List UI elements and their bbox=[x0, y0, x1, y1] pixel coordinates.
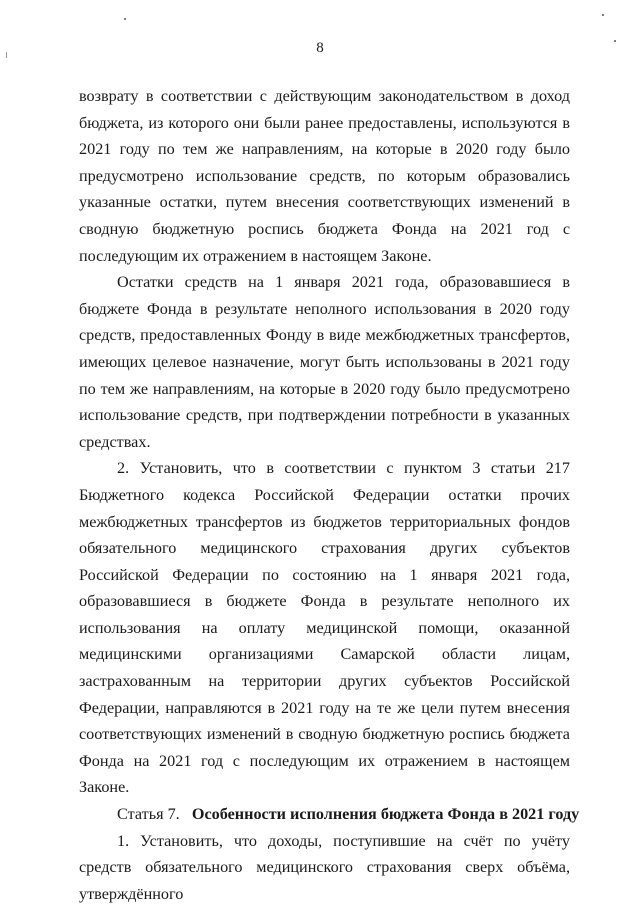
document-body bbox=[79, 83, 580, 907]
article-heading bbox=[79, 801, 580, 828]
paragraph-item-2: 2. Установить, что в соответствии с пунктом 3 статьи 217 Бюджетного кодекса Российской Федерации остатки прочих межбюджетных трансфертов из бюджетов территориальных фондов обязательного медицинского страхования других субъектов Российской Федерации по состоянию на 1 января 2021 года, образовавшиеся в бюджете Фонда в результате неполного их использования на оплату медицинской помощи, оказанной медицинскими организациями Самарской области лицам, застрахованным на территории других субъектов Российской Федерации, направляются в 2021 году на те же цели путем внесения соответствующих изменений в сводную бюджетную роспись бюджета Фонда на 2021 год с последующим их отражением в настоящем Законе. bbox=[79, 459, 570, 797]
paragraph-item-1: 1. Установить, что доходы, поступившие на счёт по учёту средств обязательного медицинского страхования сверх объёма, утверждённого bbox=[79, 831, 570, 903]
paragraph-continuation: возврату в соответствии с действующим законодательством в доход бюджета, из которого они были ранее предоставлены, используются в 2021 году по тем же направлениям, на которые в 2020 году было предусмотрено использование средств, по которым образовались указанные остатки, путем внесения соответствующих изменений в сводную бюджетную роспись бюджета Фонда на 2021 год с последующим их отражением в настоящем Законе. bbox=[79, 87, 570, 265]
article-label: Статья 7. bbox=[117, 805, 180, 824]
article-title: Особенности исполнения бюджета Фонда в 2021 году bbox=[191, 805, 580, 824]
page-number: 8 bbox=[316, 40, 324, 56]
scan-speck bbox=[124, 18, 126, 20]
scan-speck bbox=[6, 52, 7, 58]
scan-speck bbox=[602, 14, 604, 16]
scan-speck bbox=[614, 40, 616, 42]
paragraph-remaining-funds: Остатки средств на 1 января 2021 года, образовавшиеся в бюджете Фонда в результате неполного использования в 2020 году средств, предоставленных Фонду в виде межбюджетных трансфертов, имеющих целевое назначение, могут быть использованы в 2021 году по тем же направлениям, на которые в 2020 году было предусмотрено использование средств, при подтверждении потребности в указанных средствах. bbox=[79, 273, 570, 451]
